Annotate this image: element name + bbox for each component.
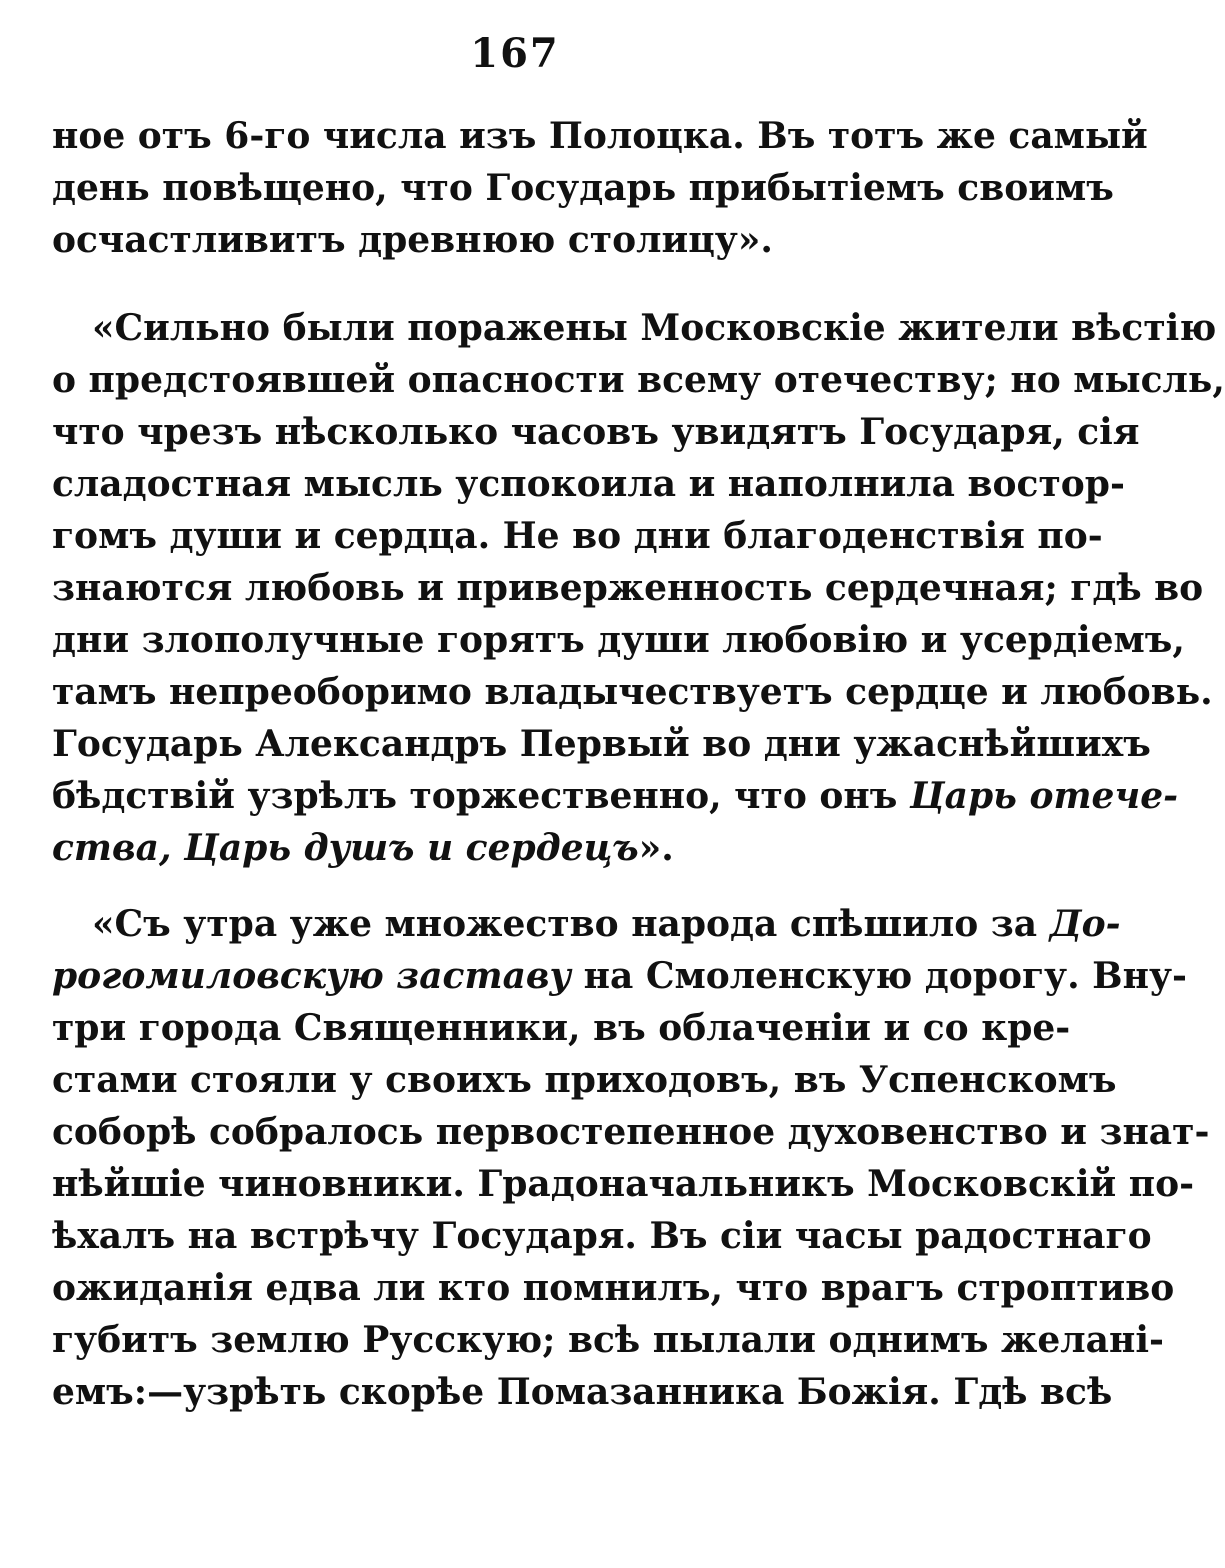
text-line [52,1210,1152,1262]
text-segment: о предстоявшей опасности всему отечеству; но мысль, [52,359,1225,401]
text-line [52,1314,1164,1366]
text-segment: гомъ души и сердца. Не во дни благоденствія по- [52,515,1103,557]
text-segment: емъ:—узрѣть скорѣе Помазанника Божія. Гдѣ всѣ [52,1371,1113,1413]
text-line [52,562,1204,614]
text-line [52,950,1187,1002]
text-segment: на Смоленскую дорогу. Вну- [571,955,1187,997]
text-segment: губитъ землю Русскую; всѣ пылали однимъ желані- [52,1319,1164,1361]
text-line [52,354,1225,406]
text-line [52,162,1114,214]
paragraph [52,898,1210,1418]
text-segment: Государь Александръ Первый во дни ужаснѣйшихъ [52,723,1151,765]
text-segment: «Сильно были поражены Московскіе жители вѣстію [92,307,1217,349]
text-line [52,666,1213,718]
text-line [52,302,1217,354]
text-segment: осчастливитъ древнюю столицу». [52,219,773,261]
text-segment: ное отъ 6-го числа изъ Полоцка. Въ тотъ же самый [52,115,1148,157]
text-line [52,510,1103,562]
text-line [52,1106,1210,1158]
text-segment: ѣхалъ на встрѣчу Государя. Въ сіи часы радостнаго [52,1215,1152,1257]
italic-text: ства, Царь душъ и сердецъ [52,827,639,869]
text-line [52,822,980,874]
text-line [52,614,1185,666]
text-segment: «Съ утра уже множество народа спѣшило за [92,903,1050,945]
text-line [52,110,1148,162]
text-segment: ожиданія едва ли кто помнилъ, что врагъ строптиво [52,1267,1175,1309]
italic-text: Царь отече- [909,775,1179,817]
text-segment: соборѣ собралось первостепенное духовенство и знат- [52,1111,1210,1153]
text-line [52,1054,1117,1106]
text-segment: день повѣщено, что Государь прибытіемъ своимъ [52,167,1114,209]
text-segment: стами стояли у своихъ приходовъ, въ Успенскомъ [52,1059,1117,1101]
text-segment: три города Священники, въ облаченіи и со кре- [52,1007,1071,1049]
text-segment: нѣйшіе чиновники. Градоначальникъ Московскій по- [52,1163,1195,1205]
text-line [52,898,1121,950]
text-segment: тамъ непреоборимо владычествуетъ сердце и любовь. [52,671,1213,713]
text-segment: знаются любовь и приверженность сердечная; гдѣ во [52,567,1204,609]
text-line [52,770,1179,822]
paragraph [52,302,1225,874]
text-line [52,1262,1175,1314]
text-line [52,214,980,266]
text-segment: ». [638,827,674,869]
text-line [52,406,1140,458]
text-line [52,718,1151,770]
text-segment: бѣдствій узрѣлъ торжественно, что онъ [52,775,910,817]
text-segment: сладостная мысль успокоила и наполнила востор- [52,463,1125,505]
italic-text: До- [1049,903,1121,945]
text-segment: что чрезъ нѣсколько часовъ увидятъ Государя, сія [52,411,1140,453]
text-line [52,1366,1113,1418]
text-segment: дни злополучные горятъ души любовію и усердіемъ, [52,619,1185,661]
italic-text: рогомиловскую заставу [52,955,572,997]
page-number: 167 [470,30,560,77]
text-line [52,1002,1071,1054]
text-line [52,1158,1195,1210]
text-line [52,458,1125,510]
paragraph [52,110,1148,266]
